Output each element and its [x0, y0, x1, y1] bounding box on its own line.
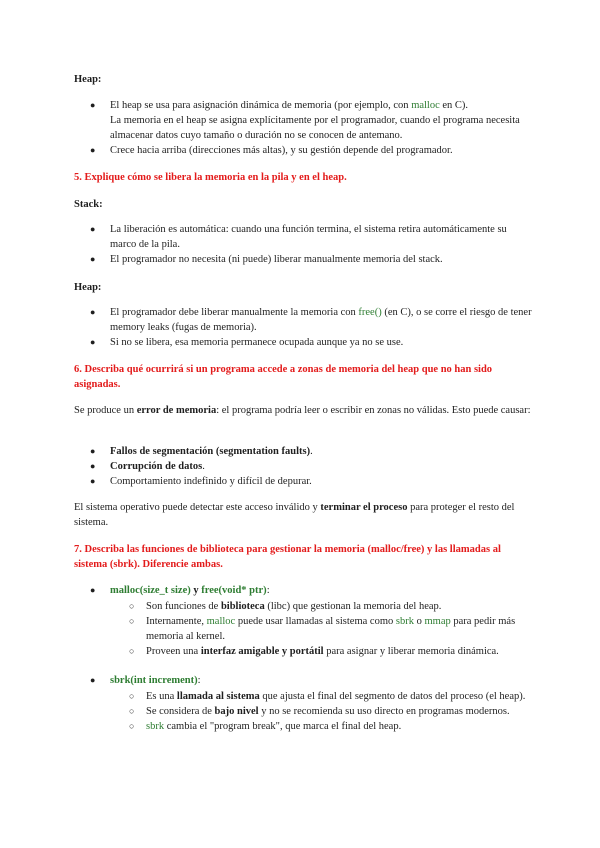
code-free: free(): [358, 307, 382, 318]
list-item: ● El programador no necesita (ni puede) liberar manualmente memoria del stack.: [74, 252, 534, 267]
code-malloc-signature: malloc(size_t size): [110, 585, 191, 596]
code-free-signature: free(void* ptr): [201, 585, 267, 596]
text: cambia el "program break", que marca el final del heap.: [164, 721, 402, 732]
heap-free-list: [74, 305, 534, 350]
text: (en C), o se corre el riesgo de tener memory leaks (fugas de memoria).: [110, 307, 532, 333]
list-item: [74, 644, 534, 659]
text: para asignar y liberar memoria dinámica.: [323, 646, 499, 657]
bold-text: biblioteca: [220, 601, 265, 612]
text: Se considera de: [146, 706, 215, 717]
bold-text: bajo nivel: [214, 706, 259, 717]
text: Son funciones de: [146, 601, 221, 612]
text: La memoria en el heap se asigna explícitamente por el programador, cuando el programa necesita almacenar datos cuyo tamaño o duración no se conocen de antemano.: [110, 115, 520, 141]
text: puede usar llamadas al sistema como: [235, 616, 396, 627]
list-item: [74, 98, 534, 143]
text: y no se recomienda su uso directo en programas modernos.: [258, 706, 510, 717]
malloc-sublist: [74, 599, 534, 659]
paragraph: [74, 403, 534, 418]
code-sbrk: sbrk: [146, 721, 165, 732]
paragraph: [74, 500, 534, 530]
list-item: [74, 704, 534, 719]
sbrk-sublist: [74, 689, 534, 734]
text: o: [413, 616, 425, 627]
list-item: [74, 689, 534, 704]
bold-text: Corrupción de datos: [110, 461, 203, 472]
text: El programador debe liberar manualmente la memoria con: [110, 307, 359, 318]
list-item: [74, 614, 534, 644]
bold-text: interfaz amigable y portátil: [200, 646, 324, 657]
code-sbrk-signature: sbrk(int increment): [110, 675, 198, 686]
heap-heading-2: Heap:: [74, 282, 102, 293]
sbrk-list: [74, 673, 534, 688]
text: El heap se usa para asignación dinámica de memoria (por ejemplo, con: [110, 100, 412, 111]
text: : el programa podría leer o escribir en zonas no válidas. Esto puede causar:: [216, 405, 531, 416]
code-malloc: malloc: [411, 100, 440, 111]
text: para proteger el resto del sistema.: [74, 502, 515, 528]
list-item: ● sbrk(int increment):: [74, 673, 534, 688]
question-5: 5. Explique cómo se libera la memoria en la pila y en el heap.: [74, 172, 347, 183]
heap-list: [74, 98, 534, 158]
list-item: ● malloc(size_t size) y free(void* ptr):: [74, 583, 534, 598]
list-item: [74, 719, 534, 734]
malloc-list: [74, 583, 534, 598]
text: para pedir más memoria al kernel.: [146, 616, 516, 642]
text: que ajusta el final del segmento de datos del proceso (el heap).: [259, 691, 526, 702]
list-item: [74, 599, 534, 614]
list-item: ● Comportamiento indefinido y difícil de depurar.: [74, 474, 534, 489]
text: Proveen una: [146, 646, 201, 657]
bold-text: Fallos de segmentación (segmentation faults): [110, 446, 311, 457]
question-7: 7. Describa las funciones de biblioteca para gestionar la memoria (malloc/free) y las llamadas al sistema (sbrk). Diferencie ambas.: [74, 544, 501, 570]
code-sbrk: sbrk: [395, 616, 414, 627]
heap-heading: Heap:: [74, 74, 102, 85]
bold-text: terminar el proceso: [320, 502, 408, 513]
text: y: [190, 585, 202, 596]
text: Es una: [146, 691, 177, 702]
stack-heading: Stack:: [74, 199, 103, 210]
text: El sistema operativo puede detectar este acceso inválido y: [74, 502, 321, 513]
list-item: ● Fallos de segmentación (segmentation faults).: [74, 444, 534, 459]
text: Se produce un: [74, 405, 137, 416]
stack-list: [74, 222, 534, 267]
list-item: ● Corrupción de datos.: [74, 459, 534, 474]
text: (libc) que gestionan la memoria del heap.: [264, 601, 442, 612]
question-6: 6. Describa qué ocurrirá si un programa accede a zonas de memoria del heap que no han sido asignadas.: [74, 364, 493, 390]
text: Internamente,: [146, 616, 207, 627]
effects-list: [74, 444, 534, 489]
list-item: [74, 305, 534, 335]
text: en C).: [439, 100, 469, 111]
bold-text: llamada al sistema: [176, 691, 260, 702]
bold-text: error de memoria: [136, 405, 217, 416]
code-mmap: mmap: [424, 616, 451, 627]
code-malloc: malloc: [206, 616, 236, 627]
list-item: ● Si no se libera, esa memoria permanece ocupada aunque ya no se use.: [74, 335, 534, 350]
list-item: ● Crece hacia arriba (direcciones más altas), y su gestión depende del programador.: [74, 143, 534, 158]
list-item: ● La liberación es automática: cuando una función termina, el sistema retira automáticamente su marco de la pila.: [74, 222, 534, 252]
